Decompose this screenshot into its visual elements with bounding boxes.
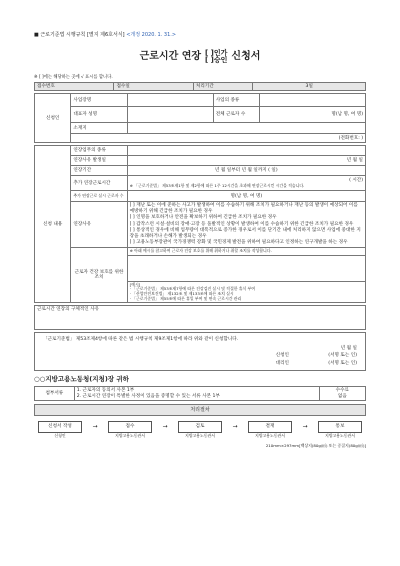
health-protection-field[interactable]	[127, 255, 365, 281]
form-reference: ■ 근로기준법 시행규칙 [별지 제6호서식]	[34, 32, 125, 38]
recipient-office: ○○지방고용노동청(지청)장 귀하	[34, 375, 129, 384]
specific-reason-field[interactable]	[35, 306, 366, 330]
phone-field[interactable]: (전화번호: )	[71, 134, 366, 143]
fee-label: 수수료	[335, 388, 349, 394]
step-box: 검토	[178, 421, 222, 433]
arrow-right-icon: →	[232, 423, 238, 431]
reason-item[interactable]: [ ] 인명을 보호하거나 안전을 확보하기 위하여 긴급한 조치가 필요한 경우	[129, 215, 277, 221]
process-step	[34, 421, 86, 438]
business-name-label: 사업장명	[71, 94, 127, 107]
title-tail: 신청서	[231, 51, 261, 63]
extended-workers-field[interactable]: 명(남 명, 여 명)	[127, 191, 365, 202]
title-options	[205, 50, 227, 65]
health-protection-label: 근로자 건강 보호를 위한 조치	[71, 247, 127, 302]
paper-spec: 210mm×297mm[백상지(80g/㎡) 또는 중질지(80g/㎡)]	[265, 443, 366, 449]
step-owner: 신청인	[54, 432, 66, 438]
attachment-item: 2. 근로시간 연장이 특별한 사정이 있음을 증명할 수 있는 서류 사본 1부	[76, 393, 220, 399]
address-label: 소재지	[71, 123, 127, 134]
reason-list	[127, 202, 365, 248]
processing-period-value: 3일	[253, 82, 366, 91]
address-field[interactable]	[127, 123, 365, 134]
process-step	[314, 421, 366, 438]
business-type-field[interactable]	[260, 94, 366, 107]
signer-row	[43, 361, 357, 367]
arrow-right-icon: →	[92, 423, 98, 431]
signer-row	[43, 353, 357, 359]
attachment-table	[34, 386, 366, 401]
reason-label: 연장사유	[71, 202, 127, 248]
form-title	[34, 50, 366, 65]
option-authorization[interactable]: [ ]승인	[205, 56, 228, 65]
specific-reason-table	[34, 305, 366, 330]
work-type-label: 연장업무의 종류	[71, 146, 127, 156]
step-box: 신청서 작성	[38, 421, 82, 433]
specific-reason-label: 근로시간 연장의 구체적인 사유	[37, 307, 100, 313]
step-owner: 지방고용노동관서	[114, 432, 146, 438]
step-box: 접수	[108, 421, 152, 433]
signer-role: 신청인	[275, 353, 289, 359]
attachment-label: 첨부서류	[35, 387, 75, 401]
step-box: 결재	[248, 421, 292, 433]
reason-item[interactable]: [ ] 고용노동부장관이 국가경쟁력 강화 및 국민경제 발전을 위하여 필요하다고 인정하는 연구개발을 하는 경우	[129, 240, 348, 246]
signer-role: 대리인	[275, 360, 289, 366]
signature-field[interactable]: (서명 또는 인)	[328, 353, 357, 359]
reason-text: 갑작스런 시설·설비의 장애·고장 등 돌발적인 상황이 발생하여 이를 수습하기 위한 긴급한 조치가 필요한 경우	[136, 221, 354, 227]
step-owner: 지방고용노동관서	[324, 432, 356, 438]
reason-item[interactable]: [ ] 재난 또는 이에 준하는 사고가 발생하여 이를 수습하기 위해 조치가 필요하거나 재난 등의 발생이 예상되어 이를 예방하기 위해 긴급한 조치가 필요한 경우	[129, 203, 358, 214]
extra-hours-note: ※ 「근로기준법」 제53조제1항 및 제2항에 따른 1주 12시간을 초과해 연장근로시킨 시간을 적습니다.	[129, 182, 305, 188]
reason-text: 고용노동부장관이 국가경쟁력 강화 및 국민경제 발전을 위하여 필요하다고 인정하는 연구개발을 하는 경우	[136, 240, 348, 246]
health-example-box	[127, 281, 365, 303]
applicant-table	[34, 93, 366, 143]
process-flow	[34, 421, 366, 438]
health-protection-note: ※ 아래 예시를 참고하여 근로자 건강 보호를 위해 취하거나 취할 조치를 작성합니다.	[127, 247, 365, 255]
step-owner: 지방고용노동관서	[184, 432, 216, 438]
option-approval[interactable]: [ ]인가	[205, 49, 228, 57]
representative-label: 대표자 성명	[71, 107, 127, 123]
signature-field[interactable]: (서명 또는 인)	[328, 360, 357, 366]
step-owner: 지방고용노동관서	[254, 432, 286, 438]
business-type-label: 사업의 종류	[213, 94, 259, 107]
process-step	[244, 421, 296, 438]
attachment-item: 1. 근로자의 동의서 사본 1부	[76, 388, 135, 394]
process-title: 처리절차	[34, 404, 366, 416]
occurrence-date-label: 연장사유 발생일	[71, 156, 127, 166]
processing-period-label: 처리기간	[193, 82, 253, 91]
receipt-number-label: 접수번호	[35, 82, 114, 91]
representative-field[interactable]	[127, 107, 213, 123]
extension-period-field[interactable]: 년 월 일부터 년 월 일까지 ( 일)	[127, 166, 365, 176]
form-header	[34, 32, 366, 38]
extra-hours-label: 추가 연장근로시간	[71, 176, 127, 191]
content-table	[34, 145, 366, 303]
checkbox-note: ※ [ ]에는 해당하는 곳에 √ 표시를 합니다.	[34, 74, 113, 80]
reason-text: 재난 또는 이에 준하는 사고가 발생하여 이를 수습하기 위해 조치가 필요하거나 재난 등의 발생이 예상되어 이를 예방하기 위해 긴급한 조치가 필요한 경우	[129, 203, 358, 214]
declaration-block	[34, 332, 366, 371]
reason-text: 인명을 보호하거나 안전을 확보하기 위하여 긴급한 조치가 필요한 경우	[136, 215, 277, 221]
revision-date: <개정 2020. 1. 31.>	[126, 32, 177, 38]
content-section-label: 신청 내용	[35, 146, 71, 303]
title-main: 근로시간 연장	[139, 51, 202, 63]
declaration-date[interactable]: 년 월 일	[340, 345, 357, 351]
work-type-field[interactable]	[127, 146, 365, 156]
reason-item[interactable]: [ ] 갑작스런 시설·설비의 장애·고장 등 돌발적인 상황이 발생하여 이를 수습하기 위한 긴급한 조치가 필요한 경우	[129, 221, 354, 227]
process-step	[104, 421, 156, 438]
extension-period-label: 연장기간	[71, 166, 127, 176]
extended-workers-label: 추가 연장근로 실시 근로자 수	[71, 191, 127, 202]
receipt-date-label: 접수일	[114, 82, 193, 91]
health-example-title: [예시]	[129, 281, 141, 287]
applicant-label: 신청인	[35, 94, 71, 143]
receipt-table	[34, 82, 366, 92]
process-step	[174, 421, 226, 438]
business-name-field[interactable]	[127, 94, 213, 107]
workers-field[interactable]: 명(남 명, 여 명)	[260, 107, 366, 123]
health-example-item: · 「근로기준법」 제53조제7항에 따른 건강검진 실시 및 적절한 휴식 부여	[129, 286, 255, 292]
step-box: 통보	[318, 421, 362, 433]
fee-value: 없음	[337, 393, 347, 399]
extra-hours-field[interactable]: ( 시간)	[349, 178, 363, 184]
arrow-right-icon: →	[162, 423, 168, 431]
workers-label: 전체 근로자 수	[213, 107, 259, 123]
arrow-right-icon: →	[302, 423, 308, 431]
health-example-item: · 「근로기준법」 제55조에 따른 휴일 부여 및 연속 근로시간 관리	[129, 295, 242, 301]
health-example-item: · 「산업안전보건법」 제132조 및 제133조에 따른 조치 실시	[129, 290, 234, 296]
reason-item[interactable]: [ ] 통상적인 경우에 비해 업무량이 대폭적으로 증가한 경우로서 이를 단기간 내에 처리하지 않으면 사업에 중대한 지장을 초래하거나 손해가 발생되는 경우	[129, 228, 361, 239]
declaration-text: 「근로기준법」 제53조제4항에 따른 같은 법 시행규칙 제9조제1항에 따라 위와 같이 신청합니다.	[43, 337, 239, 343]
reason-text: 통상적인 경우에 비해 업무량이 대폭적으로 증가한 경우로서 이를 단기간 내에 처리하지 않으면 사업에 중대한 지장을 초래하거나 손해가 발생되는 경우	[129, 228, 361, 239]
occurrence-date-field[interactable]: 년 월 일	[127, 156, 365, 166]
